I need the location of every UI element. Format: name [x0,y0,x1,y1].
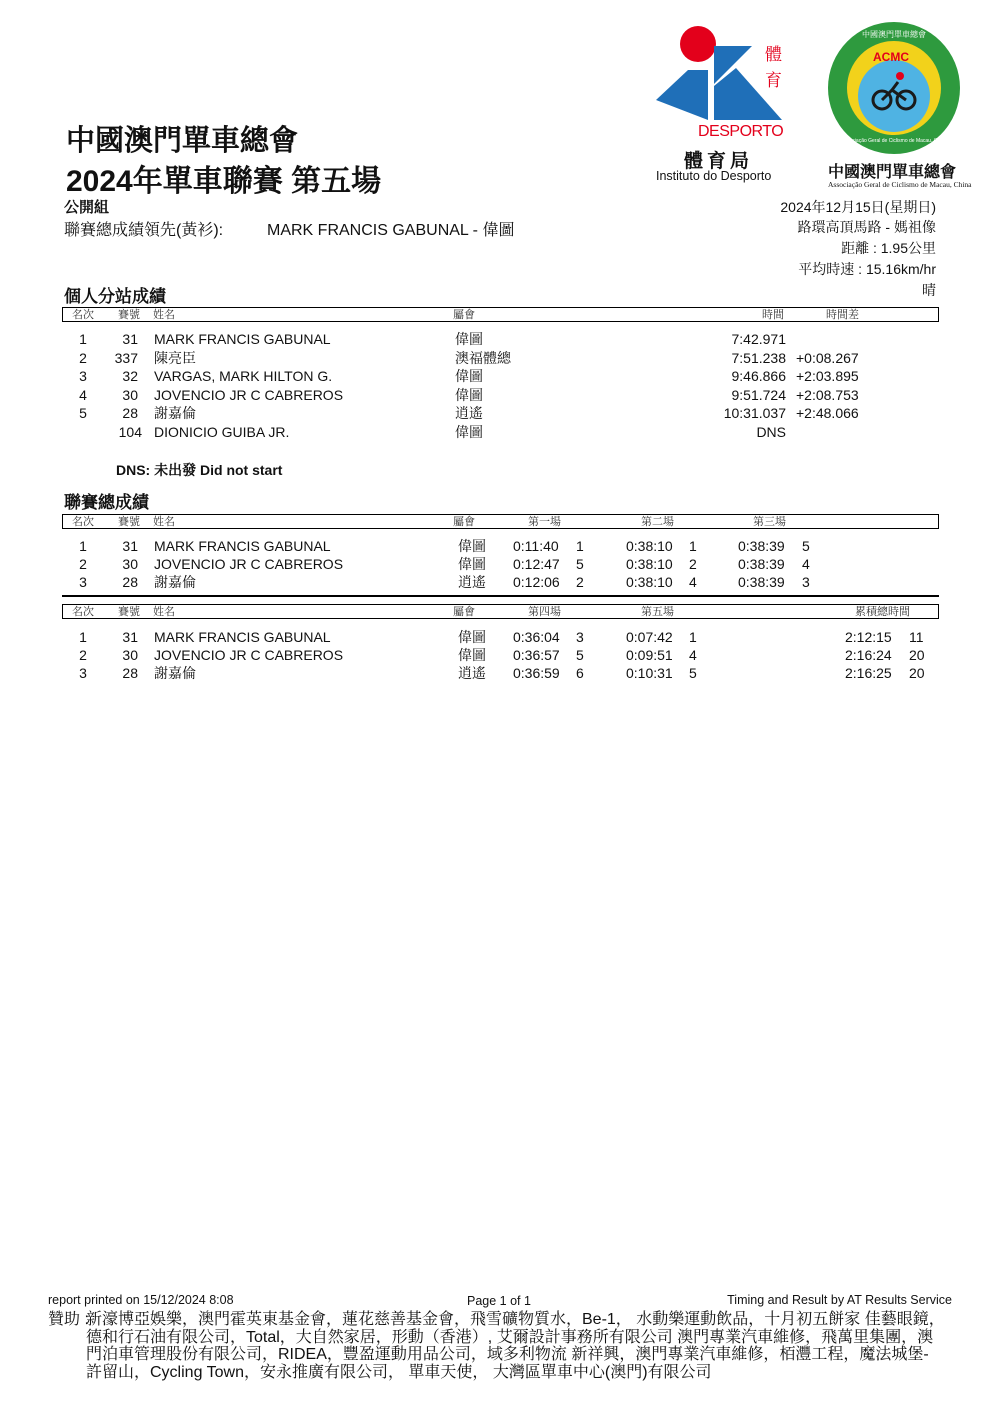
stage3-time-cell: 0:38:39 [738,574,785,590]
team-cell: 澳福體總 [455,349,511,366]
table-row [0,573,1000,591]
leader-name: MARK FRANCIS GABUNAL - 偉圖 [267,222,515,239]
race-route: 路環高頂馬路 - 媽祖像 [797,219,936,235]
col-bib-header: 賽號 [118,308,140,321]
stage3-time-cell: 0:38:39 [738,538,785,554]
col-total-time-header: 累積總時間 [855,605,910,618]
rank-cell: 1 [79,331,87,347]
stage1-time-cell: 0:12:06 [513,574,560,590]
overall-standings-title: 聯賽總成績 [64,493,149,512]
rank-cell: 3 [79,368,87,384]
col-team-header: 屬會 [453,308,475,321]
table-row [0,628,1000,646]
overall-header-row-2 [62,604,939,619]
stage5-place-cell: 5 [689,665,697,681]
team-cell: 偉圖 [455,423,483,440]
page-number: Page 1 of 1 [467,1294,531,1308]
stage4-place-cell: 5 [576,647,584,663]
rank-cell: 4 [79,386,87,403]
overall-header-row-1 [62,514,939,529]
race-avg-speed: 平均時速 : 15.16km/hr [798,261,936,277]
acmc-logo [826,20,972,192]
stage4-place-cell: 6 [576,665,584,681]
points-cell: 11 [909,629,924,645]
stage2-time-cell: 0:38:10 [626,556,673,572]
team-cell: 偉圖 [455,368,483,384]
col-rank-header: 名次 [72,308,94,321]
org-title: 中國澳門單車總會 [66,125,299,157]
col-stage1-header: 第一場 [528,515,561,528]
bib-cell: 28 [122,574,138,590]
acmc-abbr: ACMC [873,50,909,64]
stage4-place-cell: 3 [576,629,584,645]
stage1-time-cell: 0:11:40 [513,538,559,554]
team-cell: 逍遙 [458,574,486,590]
bib-cell: 31 [122,538,138,554]
stage5-place-cell: 1 [689,629,697,645]
stage4-time-cell: 0:36:57 [513,647,560,663]
bib-cell: 337 [114,349,138,366]
desporto-name-pt: Instituto do Desporto [656,169,772,183]
stage2-place-cell: 2 [689,556,697,572]
table-row [0,367,1000,385]
team-cell: 偉圖 [458,647,486,663]
name-cell: JOVENCIO JR C CABREROS [154,386,344,403]
table-row [0,349,1000,367]
desporto-brand: DESPORTO [698,123,784,140]
table-separator [62,595,939,597]
name-cell: 謝嘉倫 [154,665,196,681]
rank-cell: 1 [79,538,87,554]
rank-cell: 3 [79,665,87,681]
leader-label: 聯賽總成績領先(黃衫): [64,222,224,239]
name-cell: MARK FRANCIS GABUNAL [154,331,331,347]
team-cell: 偉圖 [458,629,486,645]
rank-cell: 2 [79,556,87,572]
time-cell: 7:51.238 [731,349,786,366]
bib-cell: 32 [122,368,138,384]
name-cell: JOVENCIO JR C CABREROS [154,556,344,572]
table-row [0,404,1000,422]
gap-cell: +0:08.267 [796,349,859,366]
points-cell: 20 [909,665,925,681]
race-distance: 距離 : 1.95公里 [841,240,936,256]
name-cell: VARGAS, MARK HILTON G. [154,368,333,384]
acmc-name-cn: 中國澳門單車總會 [828,162,957,181]
gap-cell: +2:03.895 [796,368,859,384]
col-team-header: 屬會 [453,605,475,618]
team-cell: 逍遙 [458,665,486,681]
col-gap-header: 時間差 [826,308,859,321]
table-row [0,386,1000,404]
stage5-time-cell: 0:07:42 [626,629,673,645]
race-date: 2024年12月15日(星期日) [780,199,936,215]
col-stage2-header: 第二場 [641,515,674,528]
time-cell: DNS [756,423,786,440]
gap-cell: +2:48.066 [796,405,859,421]
stage2-place-cell: 1 [689,538,697,554]
bib-cell: 30 [122,386,138,403]
col-name-header: 姓名 [153,515,175,528]
team-cell: 偉圖 [458,556,486,572]
acmc-emblem-icon [826,20,962,156]
col-stage3-header: 第三場 [753,515,786,528]
time-cell: 9:51.724 [731,386,786,403]
acmc-ring-text-pt: Associação Geral de Ciclismo de Macau, China [841,138,947,144]
desporto-side-char-2: 育 [765,71,782,90]
timing-credit: Timing and Result by AT Results Service [727,1293,952,1307]
dns-note: DNS: 未出發 Did not start [116,462,283,478]
bib-cell: 30 [122,556,138,572]
name-cell: JOVENCIO JR C CABREROS [154,647,344,663]
col-name-header: 姓名 [153,308,175,321]
stage1-place-cell: 1 [576,538,584,554]
sponsors-list: 新濠博亞娛樂，澳門霍英東基金會，蓮花慈善基金會，飛雪礦物質水，Be-1， 水動樂運動飲品，十月初五餅家 佳藝眼鏡，德和行石油有限公司，Total，大自然家居，形動（香港）, 艾爾設計事務所有限公司 澳門專業汽車維修，飛萬里集團，澳門泊車管理股份有限公司，RIDEA，豐盈運動用品公司，域多利物流 新祥興，澳門專業汽車維修，栢灃工程，魔法城堡- 許留山，Cycling Town，安永推廣有限公司， 單車天使， 大灣區單車中心(澳門)有限公司 [86,1311,945,1381]
col-stage4-header: 第四場 [528,605,561,618]
team-cell: 逍遙 [455,405,483,421]
total-time-cell: 2:12:15 [845,629,892,645]
bib-cell: 28 [122,665,138,681]
stage5-time-cell: 0:10:31 [626,665,673,681]
col-team-header: 屬會 [453,515,475,528]
col-bib-header: 賽號 [118,605,140,618]
name-cell: MARK FRANCIS GABUNAL [154,538,331,554]
team-cell: 偉圖 [458,538,486,554]
stage3-place-cell: 5 [802,538,810,554]
table-row [0,537,1000,555]
team-cell: 偉圖 [455,386,483,403]
name-cell: 謝嘉倫 [154,574,196,590]
table-row [0,330,1000,348]
stage3-time-cell: 0:38:39 [738,556,785,572]
col-time-header: 時間 [762,308,784,321]
stage1-place-cell: 2 [576,574,584,590]
stage3-place-cell: 4 [802,556,810,572]
acmc-name-pt: Associação Geral de Ciclismo de Macau, China [828,180,972,189]
stage1-time-cell: 0:12:47 [513,556,560,572]
stage2-time-cell: 0:38:10 [626,574,673,590]
stage3-place-cell: 3 [802,574,810,590]
stage2-time-cell: 0:38:10 [626,538,673,554]
bib-cell: 30 [122,647,138,663]
name-cell: 謝嘉倫 [154,405,196,421]
time-cell: 9:46.866 [731,368,786,384]
stage2-place-cell: 4 [689,574,697,590]
stage5-time-cell: 0:09:51 [626,647,673,663]
rank-cell: 5 [79,405,87,421]
sponsors-label: 贊助 : [48,1311,89,1328]
total-time-cell: 2:16:24 [845,647,892,663]
table-row [0,555,1000,573]
stage4-time-cell: 0:36:04 [513,629,560,645]
col-name-header: 姓名 [153,605,175,618]
desporto-side-char-1: 體 [765,45,782,64]
stage5-place-cell: 4 [689,647,697,663]
gap-cell: +2:08.753 [796,386,859,403]
stage-header-row [62,307,939,322]
col-rank-header: 名次 [72,515,94,528]
acmc-ring-text-top: 中國澳門單車總會 [862,30,926,39]
name-cell: DIONICIO GUIBA JR. [154,423,290,440]
table-row [0,423,1000,441]
time-cell: 10:31.037 [723,405,786,421]
name-cell: MARK FRANCIS GABUNAL [154,629,331,645]
col-stage5-header: 第五場 [641,605,674,618]
col-rank-header: 名次 [72,605,94,618]
desporto-logo [652,22,792,184]
bib-cell: 28 [122,405,138,421]
rank-cell: 2 [79,647,87,663]
desporto-name-cn: 體育局 [684,151,754,172]
stage1-place-cell: 5 [576,556,584,572]
time-cell: 7:42.971 [731,331,786,347]
team-cell: 偉圖 [455,331,483,347]
rank-cell: 2 [79,349,87,366]
table-row [0,646,1000,664]
bib-cell: 31 [122,629,138,645]
stage-results-title: 個人分站成績 [64,287,166,306]
rank-cell: 3 [79,574,87,590]
bib-cell: 31 [122,331,138,347]
category-label: 公開組 [64,199,110,216]
name-cell: 陳亮臣 [154,349,196,366]
report-printed: report printed on 15/12/2024 8:08 [48,1293,234,1307]
col-bib-header: 賽號 [118,515,140,528]
total-time-cell: 2:16:25 [845,665,892,681]
points-cell: 20 [909,647,925,663]
stage4-time-cell: 0:36:59 [513,665,560,681]
rank-cell: 1 [79,629,87,645]
bib-cell: 104 [118,423,142,440]
table-row [0,664,1000,682]
event-title: 2024年單車聯賽 第五場 [66,165,382,198]
race-weather: 晴 [922,282,936,298]
